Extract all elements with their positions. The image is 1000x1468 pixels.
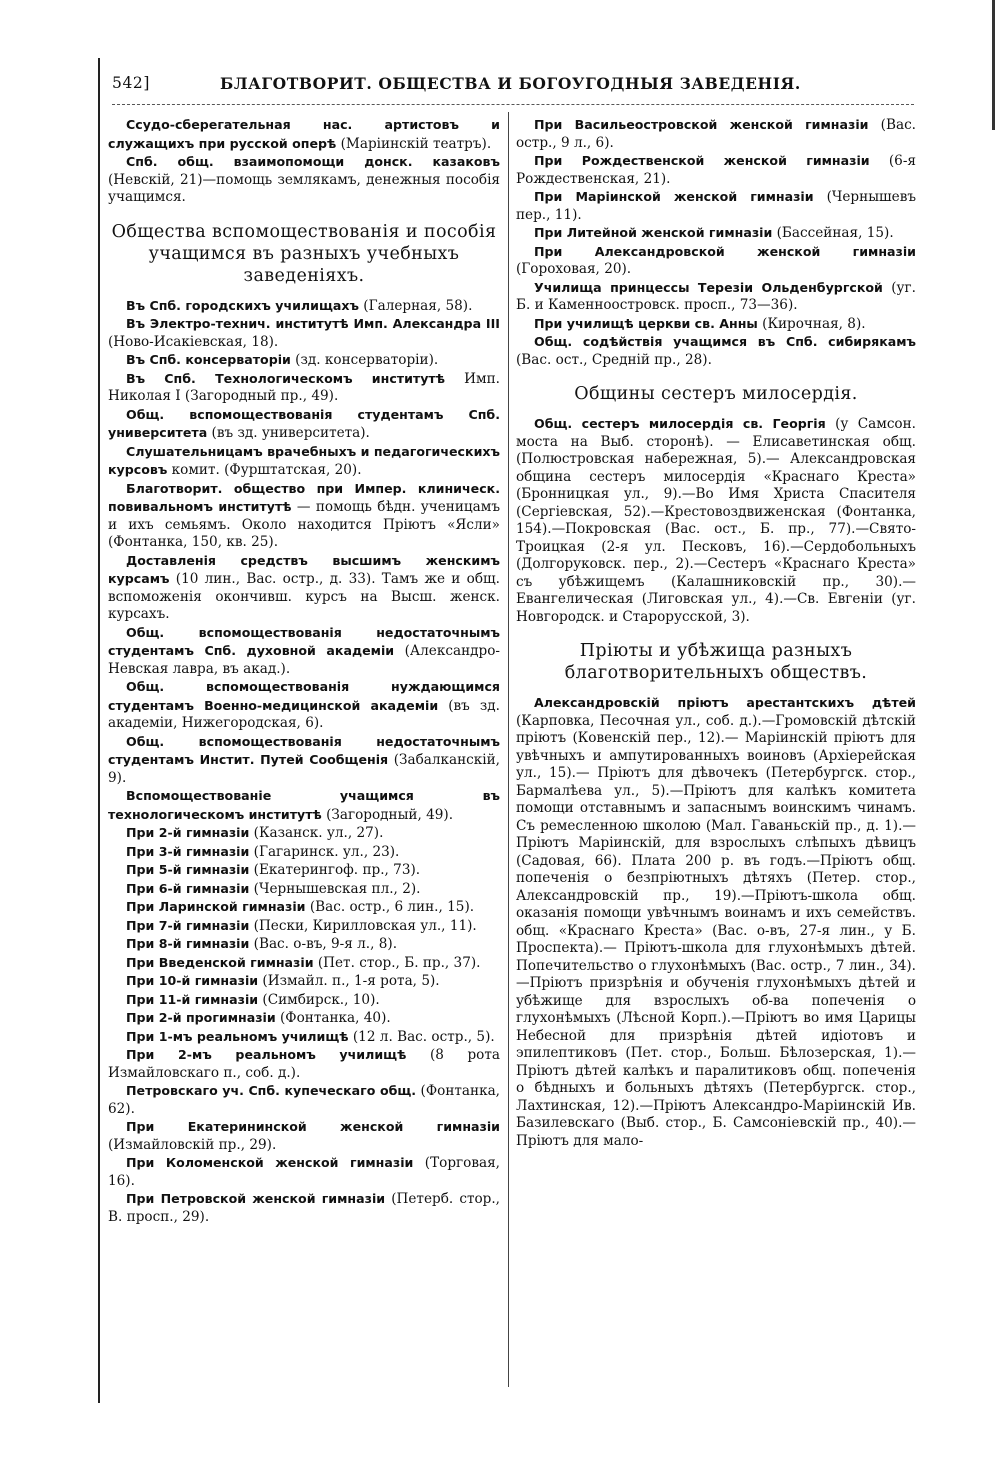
directory-entry	[108, 624, 500, 679]
directory-entry	[108, 351, 500, 370]
directory-entry	[516, 243, 916, 279]
directory-entry	[108, 1046, 500, 1082]
entry-name: При 3-й гимназіи	[126, 843, 250, 859]
entry-details: (Вас. остр., 6 лин., 15).	[305, 899, 475, 915]
entry-name: Вспомоществованіе учащимся въ технологическомъ институтѣ	[108, 788, 500, 822]
directory-entry	[108, 480, 500, 552]
entry-name: Общ. содѣйствія учащимся въ Спб. сибирякамъ	[534, 334, 916, 349]
section-heading: Пріюты и убѣжища разныхъ благотворительныхъ обществъ.	[564, 641, 868, 683]
right-column	[516, 116, 916, 1150]
entry-name: Въ Спб. консерваторіи	[126, 352, 291, 367]
entry-name: Благотворит. общество при Импер. клиническ. повивальномъ институтѣ	[108, 480, 500, 514]
entry-name: Слушательницамъ врачебныхъ и педагогическихъ курсовъ	[108, 443, 500, 477]
entry-details: Имп. Николая I (Загородный пр., 49).	[108, 370, 500, 404]
header-rule	[112, 104, 914, 105]
directory-entry	[516, 152, 916, 188]
directory-entry	[108, 1028, 500, 1047]
directory-entry	[108, 153, 500, 207]
entry-details: (10 лин., Вас. остр., д. 33). Тамъ же и общ. вспоможенія окончивш. курсъ на Высш. женск. курсахъ.	[108, 571, 500, 622]
entry-name: При Введенской гимназіи	[126, 954, 314, 970]
entry-name: При училищѣ церкви св. Анны	[534, 315, 758, 331]
directory-entry	[516, 188, 916, 224]
entry-name: При Маріинской женской гимназіи	[534, 189, 814, 204]
entry-name: При 2-й прогимназіи	[126, 1010, 276, 1025]
entry-name: Доставленія средствъ высшимъ женскимъ курсамъ	[108, 552, 500, 586]
entry-details: (Гороховая, 20).	[516, 261, 632, 277]
directory-entry	[108, 1118, 500, 1154]
entry-details: (Маріинскій театръ).	[336, 135, 492, 152]
page-number: 542]	[112, 74, 151, 92]
directory-entry	[516, 333, 916, 369]
entry-details: (6-я Рождественская, 21).	[516, 153, 916, 187]
entry-name: При Екатерининской женской гимназіи	[126, 1119, 500, 1134]
directory-entry	[108, 972, 500, 991]
entry-details: (Торговая, 16).	[108, 1155, 500, 1189]
entry-name: При 11-й гимназіи	[126, 991, 259, 1007]
entry-name: Общ. вспомоществованія недостаточнымъ студентамъ Спб. духовной академіи	[108, 624, 500, 658]
entry-details: (Петерб. стор., В. просп., 29).	[108, 1191, 500, 1225]
directory-entry	[108, 787, 500, 824]
entry-name: При Литейной женской гимназіи	[534, 225, 773, 240]
entry-details: (Чернышевская пл., 2).	[249, 880, 421, 897]
directory-entry	[108, 898, 500, 917]
entry-details: (12 л. Вас. остр., 5).	[348, 1028, 495, 1045]
entry-details: (Бассейная, 15).	[772, 225, 894, 241]
entry-details: (у Самсон. моста на Выб. сторонѣ). — Елисаветинская общ. (Полюстровская набережная, 5).— Александровская община сестеръ милосердія «Краснаго Креста» (Бронницкая ул., 9).—Во Имя Христа Спасителя (Сергіевская, 52).—Крестовоздвиженская (Фонтанка, 154).—Покровская (Вас. ост., Б. пр., 77).—Свято-Троицкая (2-я ул. Песковъ, 16).—Сердобольныхъ (Долгоруковск. пер., 2).—Сестеръ «Краснаго Креста» съ убѣжищемъ (Калашниковскій пр., 30).—Евангелическая (Лиговская ул., 4).—Св. Евгеніи (уг. Новгородск. и Старорусской, 3).	[516, 416, 916, 625]
entry-name: Ссудо-сберегательная нас. артистовъ и служащихъ при русской оперѣ	[108, 117, 500, 151]
entry-name: Общ. вспомоществованія студентамъ Спб. университета	[108, 406, 500, 440]
entry-details: (Измайловскій пр., 29).	[108, 1136, 277, 1153]
directory-entry	[108, 315, 500, 351]
directory-entry	[108, 443, 500, 480]
directory-entry	[108, 1082, 500, 1118]
section-heading: Общины сестеръ милосердія.	[574, 384, 858, 404]
section-heading: Общества вспомоществованія и пособія учащимся въ разныхъ учебныхъ заведеніяхъ.	[111, 221, 497, 286]
entry-name: Въ Спб. Технологическомъ институтѣ	[126, 370, 445, 386]
entry-name: Въ Электро-технич. институтѣ Имп. Александра III	[126, 316, 500, 331]
directory-entry	[516, 116, 916, 152]
left-column	[108, 116, 500, 1226]
entry-name: При 2-мъ реальномъ училищѣ	[126, 1047, 407, 1062]
entry-details: (8 рота Измайловскаго п., соб. д.).	[108, 1047, 500, 1081]
entry-name: При 6-й гимназіи	[126, 880, 250, 896]
entry-name: Спб. общ. взаимопомощи донск. казаковъ	[126, 154, 500, 169]
entry-name: При Ларинской гимназіи	[126, 899, 306, 914]
entry-details: (Казанск. ул., 27).	[249, 825, 384, 841]
page-title: БЛАГОТВОРИТ. ОБЩЕСТВА И БОГОУГОДНЫЯ ЗАВЕДЕНІЯ.	[220, 74, 801, 93]
entry-details: (Кирочная, 8).	[757, 315, 866, 332]
entry-name: Петровскаго уч. Спб. купеческаго общ.	[126, 1083, 417, 1098]
directory-entry	[108, 733, 500, 788]
entry-name: Общ. сестеръ милосердія св. Георгія	[534, 416, 826, 431]
directory-entry	[108, 824, 500, 843]
entry-details: (въ зд. академіи, Нижегородская, 6).	[108, 697, 500, 731]
directory-entry	[108, 843, 500, 862]
entry-details: (Фонтанка, 62).	[108, 1083, 500, 1117]
entry-details: (Вас. ост., Средній пр., 28).	[516, 351, 712, 368]
directory-entry	[108, 678, 500, 733]
directory-entry	[108, 552, 500, 624]
entry-details: (Загородный, 49).	[321, 806, 454, 823]
entry-details: (Измайл. п., 1-я рота, 5).	[258, 973, 440, 989]
entry-details: (въ зд. университета).	[207, 425, 370, 441]
entry-name: При 10-й гимназіи	[126, 973, 259, 988]
entry-details: (Невскій, 21)—помощь землякамъ, денежныя пособія учащимся.	[108, 171, 500, 205]
directory-entry	[108, 917, 500, 936]
entry-name: Общ. вспомоществованія недостаточнымъ студентамъ Инстит. Путей Сообщенія	[108, 733, 500, 767]
entry-details: (Галерная, 58).	[358, 297, 473, 314]
entry-details: (Пески, Кирилловская ул., 11).	[249, 917, 477, 934]
entry-details: (Фонтанка, 40).	[275, 1010, 391, 1026]
entry-details: (Вас. остр., 9 л., 6).	[516, 117, 917, 151]
entry-name: При Рождественской женской гимназіи	[534, 153, 870, 168]
entry-name: При 8-й гимназіи	[126, 936, 250, 951]
entry-details: (уг. Б. и Каменноостровск. просп., 73—36).	[516, 279, 916, 313]
entry-details: (Чернышевъ пер., 11).	[516, 189, 917, 223]
entry-details: (Вас. о-въ, 9-я л., 8).	[249, 936, 398, 952]
entry-details: (Пет. стор., Б. пр., 37).	[313, 954, 481, 971]
directory-entry	[516, 279, 916, 315]
entry-details: — помощь бѣдн. ученицамъ и ихъ семьямъ. Около находится Пріютъ «Ясли» (Фонтанка, 150, кв. 25).	[108, 499, 500, 550]
entry-name: При 5-й гимназіи	[126, 862, 250, 877]
directory-entry	[108, 116, 500, 153]
entry-name: Въ Спб. городскихъ училищахъ	[126, 297, 359, 313]
entry-details: (Забалканскій, 9).	[108, 752, 500, 786]
directory-entry	[108, 370, 500, 406]
directory-entry	[108, 935, 500, 954]
entry-name: При 1-мъ реальномъ училищѣ	[126, 1028, 349, 1044]
entry-name: При Васильеостровской женской гимназіи	[534, 117, 869, 132]
entry-name: Общ. вспомоществованія нуждающимся студентамъ Военно-медицинской академіи	[108, 679, 500, 713]
page-left-border	[98, 58, 100, 1403]
entry-name: При Петровской женской гимназіи	[126, 1191, 386, 1206]
entry-details: (зд. консерваторіи).	[290, 352, 439, 368]
directory-entry	[108, 991, 500, 1010]
column-divider	[508, 112, 509, 1387]
directory-entry	[108, 954, 500, 973]
entry-name: Александровскій пріютъ арестантскихъ дѣтей	[534, 695, 916, 710]
page-right-edge	[992, 0, 995, 130]
directory-entry	[108, 1009, 500, 1028]
directory-entry	[108, 1154, 500, 1190]
directory-entry	[108, 297, 500, 316]
entry-details: комит. (Фурштатская, 20).	[167, 462, 362, 478]
entry-details: (Ново-Исакіевская, 18).	[108, 333, 279, 350]
directory-entry	[516, 694, 916, 1150]
entry-name: При 2-й гимназіи	[126, 825, 250, 840]
entry-name: При 7-й гимназіи	[126, 917, 250, 933]
directory-entry	[108, 1190, 500, 1226]
directory-entry	[108, 406, 500, 443]
entry-details: (Симбирск., 10).	[258, 991, 380, 1008]
entry-name: При Александровской женской гимназіи	[534, 243, 916, 259]
directory-entry	[108, 861, 500, 880]
entry-details: (Гагаринск. ул., 23).	[249, 843, 400, 860]
directory-entry	[108, 880, 500, 899]
entry-details: (Карповка, Песочная ул., соб. д.).—Громовскій дѣтскій пріютъ (Ковенскій пер., 12).— Маріинскій пріютъ для увѣчныхъ и ампутированныхъ воиновъ (Архіерейская ул., 15).— Пріютъ для дѣвочекъ (Петербургск. стор., Бармалѣева ул., 5).—Пріютъ для калѣкъ комитета помощи отставнымъ и запаснымъ воинскимъ чинамъ. Съ ремесленною школою (Мал. Гаваньскій пр., д. 1).—Пріютъ Маріинскій, для взрослыхъ слѣпыхъ дѣвицъ (Садовая, 66). Плата 200 р. въ годъ.—Пріютъ общ. попеченія о безпріютныхъ дѣтяхъ (Петер. стор., Александровскій пр., 19).—Пріютъ-школа общ. оказанія помощи увѣчнымъ воинамъ и ихъ семействъ. общ. «Краснаго Креста» (Вас. о-въ, 27-я лин., у Б. Проспекта).— Пріютъ-школа для глухонѣмыхъ дѣтей. Попечительство о глухонѣмыхъ (Вас. остр., 7 лин., 34).—Пріютъ призрѣнія и обученія глухонѣмыхъ дѣтей и убѣжище для взрослыхъ об-ва попеченія о глухонѣмыхъ (Лѣсной Корп.).—Пріютъ во имя Царицы Небесной для призрѣнія дѣтей идіотовъ и эпилептиковъ (Пет. стор., Больш. Бѣлозерская, 1).—Пріютъ дѣтей калѣкъ и паралитиковъ общ. попеченія о бѣдныхъ и больныхъ дѣтяхъ (Петербургск. стор., Лахтинская, 12).—Пріютъ Александро-Маріинскій Ив. Базилевскаго (Выб. стор., Б. Самсоніевскій пр., 40).—Пріютъ для мало-	[516, 712, 916, 1149]
directory-entry	[516, 224, 916, 243]
directory-entry	[516, 315, 916, 334]
page-header	[112, 74, 912, 102]
directory-entry	[516, 415, 916, 626]
entry-name: Училища принцессы Терезіи Ольденбургской	[534, 279, 883, 295]
entry-details: (Александро-Невская лавра, въ акад.).	[108, 643, 500, 677]
entry-name: При Коломенской женской гимназіи	[126, 1155, 414, 1170]
entry-details: (Екатерингоф. пр., 73).	[249, 862, 421, 878]
